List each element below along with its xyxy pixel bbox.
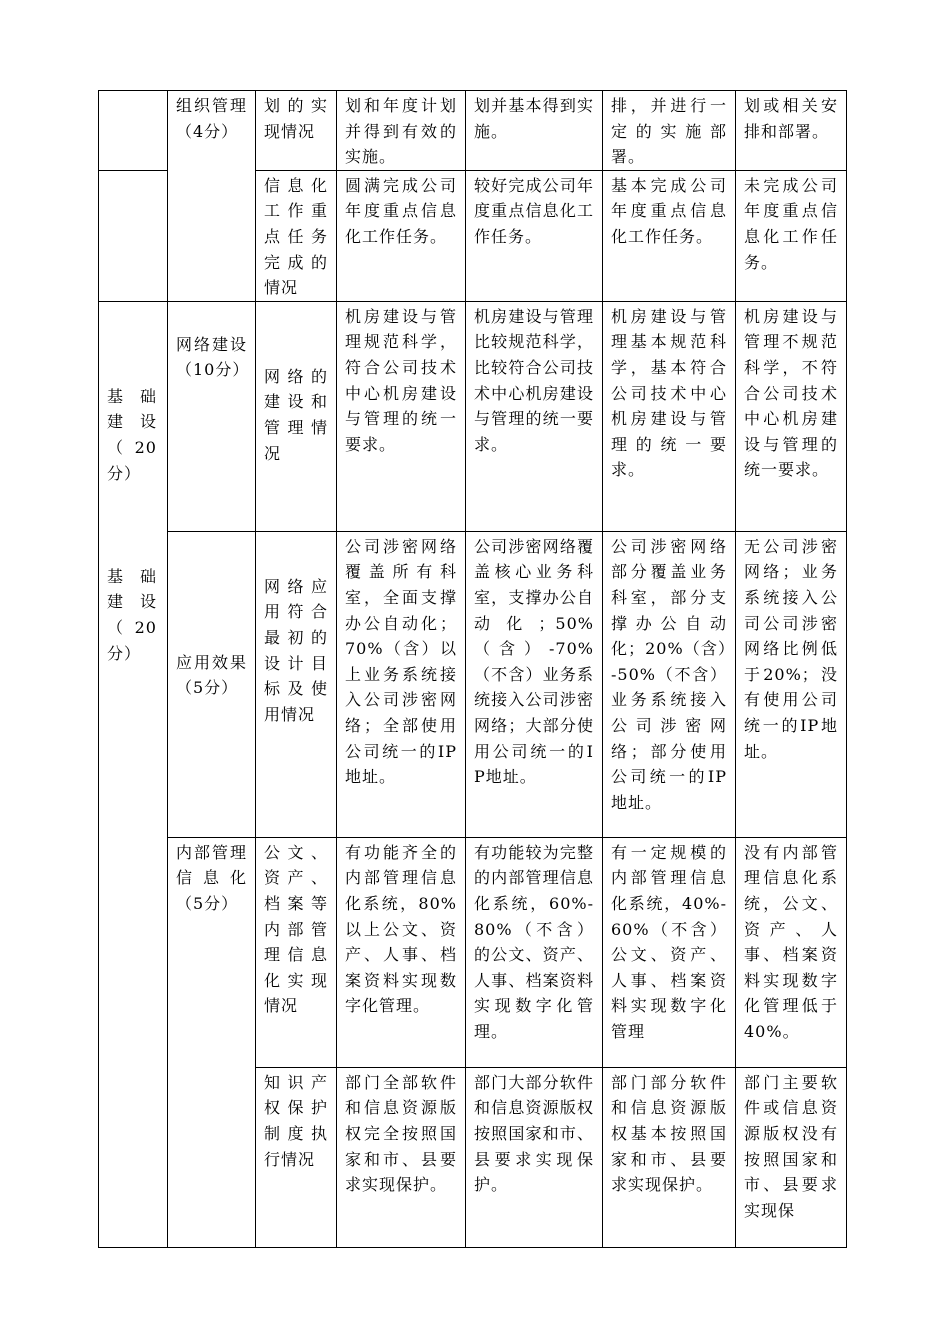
fair-cell: 有一定规模的内部管理信息化系统，40%-60%（不含）公文、资产、人事、档案资料实现数字化管理 [603, 837, 736, 1067]
excellent-cell: 公司涉密网络覆盖所有科室，全面支撑办公自动化；70%（含）以上业务系统接入公司涉密网络；全部使用公司统一的IP地址。 [337, 531, 466, 837]
fair-cell: 基本完成公司年度重点信息化工作任务。 [603, 170, 736, 301]
item-cell: 网络的建设和管理情况 [256, 301, 337, 531]
excellent-cell: 部门全部软件和信息资源版权完全按照国家和市、县要求实现保护。 [337, 1067, 466, 1247]
table-row [99, 837, 847, 1067]
poor-cell: 无公司涉密网络；业务系统接入公司公司涉密网络比例低于20%；没有使用公司统一的IP地址。 [736, 531, 847, 837]
category-label: 基础建设（20分） [107, 386, 157, 483]
good-cell: 划并基本得到实施。 [466, 91, 603, 171]
poor-cell: 未完成公司年度重点信息化工作任务。 [736, 170, 847, 301]
fair-cell: 机房建设与管理基本规范科学，基本符合公司技术中心机房建设与管理的统一要求。 [603, 301, 736, 531]
excellent-cell: 划和年度计划并得到有效的实施。 [337, 91, 466, 171]
fair-cell: 公司涉密网络部分覆盖业务科室，部分支撑办公自动化；20%（含）-50%（不含）业务系统接入公司涉密网络；部分使用公司统一的IP地址。 [603, 531, 736, 837]
sub-item-cell: 组织管理（4分） [168, 91, 256, 302]
fair-cell: 排，并进行一定的实施部署。 [603, 91, 736, 171]
item-cell: 划的实现情况 [256, 91, 337, 171]
category-label-repeat: 基础建设（20分） [107, 566, 157, 663]
excellent-cell: 机房建设与管理规范科学，符合公司技术中心机房建设与管理的统一要求。 [337, 301, 466, 531]
good-cell: 机房建设与管理比较规范科学，比较符合公司技术中心机房建设与管理的统一要求。 [466, 301, 603, 531]
item-cell: 网络应用符合最初的设计目标及使用情况 [256, 531, 337, 837]
sub-item-cell: 内部管理信息化（5分） [168, 837, 256, 1247]
poor-cell: 没有内部管理信息化系统，公文、资产、人事、档案资料实现数字化管理低于40%。 [736, 837, 847, 1067]
excellent-cell: 有功能齐全的内部管理信息化系统，80%以上公文、资产、人事、档案资料实现数字化管理。 [337, 837, 466, 1067]
evaluation-table [98, 90, 847, 1248]
category-cell-empty [99, 91, 168, 171]
good-cell: 公司涉密网络覆盖核心业务科室，支撑办公自动化；50%（含）-70%（不含）业务系统接入公司涉密网络；大部分使用公司统一的IP地址。 [466, 531, 603, 837]
fair-cell: 部门部分软件和信息资源版权基本按照国家和市、县要求实现保护。 [603, 1067, 736, 1247]
good-cell: 有功能较为完整的内部管理信息化系统，60%-80%（不含）的公文、资产、人事、档案资料实现数字化管理。 [466, 837, 603, 1067]
poor-cell: 划或相关安排和部署。 [736, 91, 847, 171]
table-row [99, 91, 847, 171]
item-cell: 知识产权保护制度执行情况 [256, 1067, 337, 1247]
sub-item-cell: 网络建设（10分） [168, 301, 256, 531]
good-cell: 较好完成公司年度重点信息化工作任务。 [466, 170, 603, 301]
excellent-cell: 圆满完成公司年度重点信息化工作任务。 [337, 170, 466, 301]
poor-cell: 部门主要软件或信息资源版权没有按照国家和市、县要求实现保 [736, 1067, 847, 1247]
table-row [99, 301, 847, 531]
sub-item-cell: 应用效果（5分） [168, 531, 256, 837]
category-cell [99, 301, 168, 1247]
category-cell-empty [99, 170, 168, 301]
poor-cell: 机房建设与管理不规范科学，不符合公司技术中心机房建设与管理的统一要求。 [736, 301, 847, 531]
item-cell: 公文、资产、档案等内部管理信息化实现情况 [256, 837, 337, 1067]
table-row [99, 531, 847, 837]
item-cell: 信息化工作重点任务完成的情况 [256, 170, 337, 301]
good-cell: 部门大部分软件和信息资源版权按照国家和市、县要求实现保护。 [466, 1067, 603, 1247]
